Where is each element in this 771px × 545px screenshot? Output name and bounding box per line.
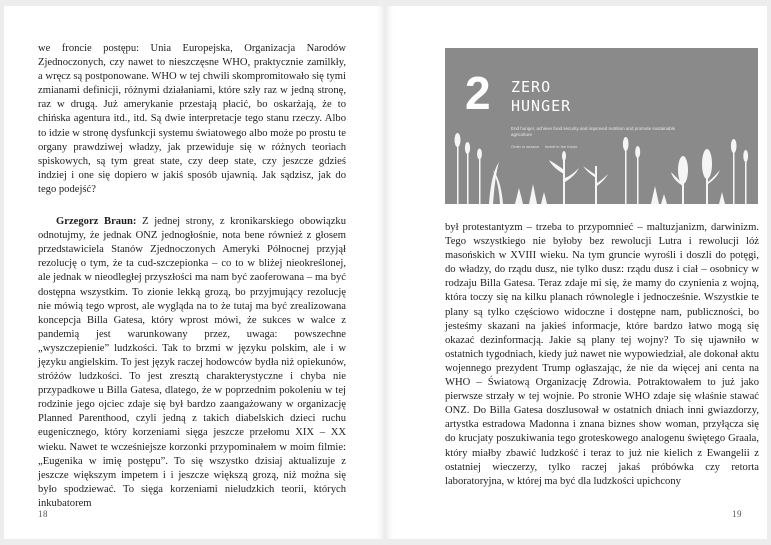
sdg-meta-left: Grain in season [511,144,540,149]
sdg-title-line-2: HUNGER [511,97,572,115]
speaker-text: Z jednej strony, z kronikarskiego obowiązku odnotujmy, że jednak ONZ jednogłośnie, nota bene również z głosem przedstawiciela Stanów Zjednoczonych Ameryki Północnej przyjął rezolucję o tym, że ta cud-szczepionka – co to w bliżej nieokreślonej, ale jednak w nieodległej przyszłości ma nam być zaoferowana – ma być dostępna wszystkim. To zionie lekką grozą, bo przyjmujący rezolucję nie mówią tego wprost, ale wygląda na to że tutaj ma być zrealizowana koncepcja Billa Gatesa, który wprost mówi, że sukces w walce z pandemią jest warunkowany przez, uwaga: powszechne „wyszczepienie” ludzkości. Tak to brzmi w języku polskim, ale i w języku angielskim. To jest język raczej hodowców bydła niż opiekunów, stróżów ludzkości. To jest zresztą charakterystyczne i chyba nie przypadkowe u Billa Gatesa, dlatego, że w poprzednim pokoleniu w tej rodzinie jego ojciec zdaje się był bardzo zaangażowany w organizację Planned Parenthood, czyli jedną z takich diabelskich dzieci ruchu eugenicznego, który korzeniami sięga jeszcze przełomu XIX – XX wieku. Nawet te wcześniejsze korzonki przypominałem w moim filmie: „Eugenika w imię postępu”. To się wszystko dzisiaj aktualizuje z jeszcze większym impetem i i jeszcze większą grozą, niż można się było spodziewać. To sięga korzeniami nieludzkich teorii, których inkubatorem [38,216,347,509]
page-number-right: 19 [732,509,742,519]
left-page [4,6,384,539]
right-paragraph-1: był protestantyzm – trzeba to przypomnieć – maltuzjanizm, darwinizm. Tego wszystkiego nie byłoby bez rewolucji Lutra i rewolucji lóż masońskich w XVIII wieku. Na tym gruncie wyrośli i doszli do potęgi, do władzy, do rządu dusz, nie tylko dusz: rządu dusz i ciał – osobnicy w rodzaju Billa Gatesa. Teraz zdaje mi się, że mamy do czynienia z wojną, która toczy się na kilku planach równolegle i jednocześnie. Wszystkie te plany są tylko częściowo widoczne i dostępne nam, publiczności, bo jesteśmy skazani na jakieś informacje, które bardzo łatwo mogą się okazać dezinformacją. Jakie są plany tej wojny? To się ujawniło w ostatnich tygodniach, kiedy już nawet nie wypowiedział, ale dokonał aktu wojennego prezydent Trump ogłaszając, że nie da więcej ani centa na WHO – Światową Organizację Zdrowia. Potraktowałem to już jako pierwsze strzały w tej wojnie. Po stronie WHO zdaje się właśnie stawać ONZ. Do Billa Gatesa doszlusował w ostatnich dniach inni gwiazdorzy, artystka estradowa Madonna i znana biznes show woman, przyłącza się do krucjaty poszukiwania tego groteskowego analogenu świętego Graala, który miałby zbawić ludzkość i teraz to już nie kielich z Ewangelii z ostatniej wieczerzy, tylko raczej jakaś próbówka czy retorta laboratoryjna, w której ma być dla ludzkości upichcony [445,222,759,487]
page-number-left: 18 [38,509,48,519]
sdg-meta-right: Invest in the future [544,144,578,149]
sdg-subtitle: End hunger, achieve food security and improved nutrition and promote sustainable agriculture [511,126,676,137]
zero-hunger-image [445,48,758,204]
sdg-title-line-1: ZERO [511,78,552,96]
sdg-title [511,78,571,116]
left-page-text [38,42,346,511]
speaker-name: Grzegorz Braun: [56,216,137,228]
crops-illustration [445,114,758,204]
right-page-text [445,221,759,489]
left-paragraph-2 [38,215,346,511]
right-page [386,6,767,539]
sdg-number: 2 [465,67,491,119]
left-paragraph-1: we froncie postępu: Unia Europejska, Organizacja Narodów Zjednoczonych, czy nawet to nieszczęsne WHO, praktycznie zamilkły, a wręcz są postponowane. WHO w tej chwili skompromitowało się tymi zmianami definicji, różnymi działaniami, które szły raz w jedną stronę, raz w drugą. Już amerykanie przestają płacić, bo oskarżają, że to chińska agentura itd., itd. Są dwie interpretacje tego stanu rzeczy. Albo to idzie w stronę dysfunkcji systemu światowego albo może po prostu te organy prawdziwej władzy, jak przewiduje się w różnych teoriach spiskowych, są tym great state, czy deep state, czy jeszcze gdzieś indziej i one się dopiero w jakiś sposób ujawnią. Jak sądzisz, jak do tego podejść? [38,43,346,195]
